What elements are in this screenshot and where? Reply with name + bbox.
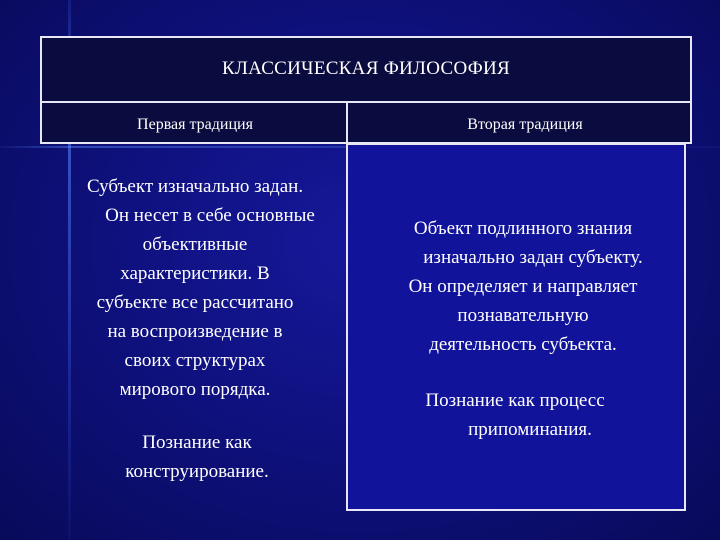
first-tradition-description [40, 172, 350, 404]
text-line: объективные [142, 234, 248, 255]
header-column-divider [346, 102, 348, 144]
text-line: припоминания. [468, 419, 592, 440]
text-line: изначально задан субъекту. [423, 247, 643, 268]
text-line: Познание как [142, 432, 252, 453]
text-line: Он несет в себе основные [105, 205, 315, 226]
first-tradition-header: Первая традиция [137, 116, 253, 133]
title-divider [40, 101, 692, 103]
first-tradition-conclusion [92, 428, 302, 486]
text-line: характеристики. В [120, 263, 270, 284]
text-line: деятельность субъекта. [429, 334, 617, 355]
slide-title: КЛАССИЧЕСКАЯ ФИЛОСОФИЯ [221, 58, 511, 79]
second-tradition-conclusion [380, 386, 650, 444]
second-tradition-description [370, 214, 676, 359]
text-line: Познание как процесс [425, 390, 605, 411]
text-line: познавательную [457, 305, 589, 326]
text-line: на воспроизведение в [107, 321, 283, 342]
text-line: субъекте все рассчитано [96, 292, 294, 313]
text-line: Объект подлинного знания [413, 218, 633, 239]
text-line: мирового порядка. [119, 379, 271, 400]
second-tradition-header: Вторая традиция [467, 116, 583, 133]
text-line: Он определяет и направляет [408, 276, 638, 297]
text-line: конструирование. [125, 461, 269, 482]
text-line: Субъект изначально задан. [86, 176, 304, 197]
text-line: своих структурах [124, 350, 266, 371]
